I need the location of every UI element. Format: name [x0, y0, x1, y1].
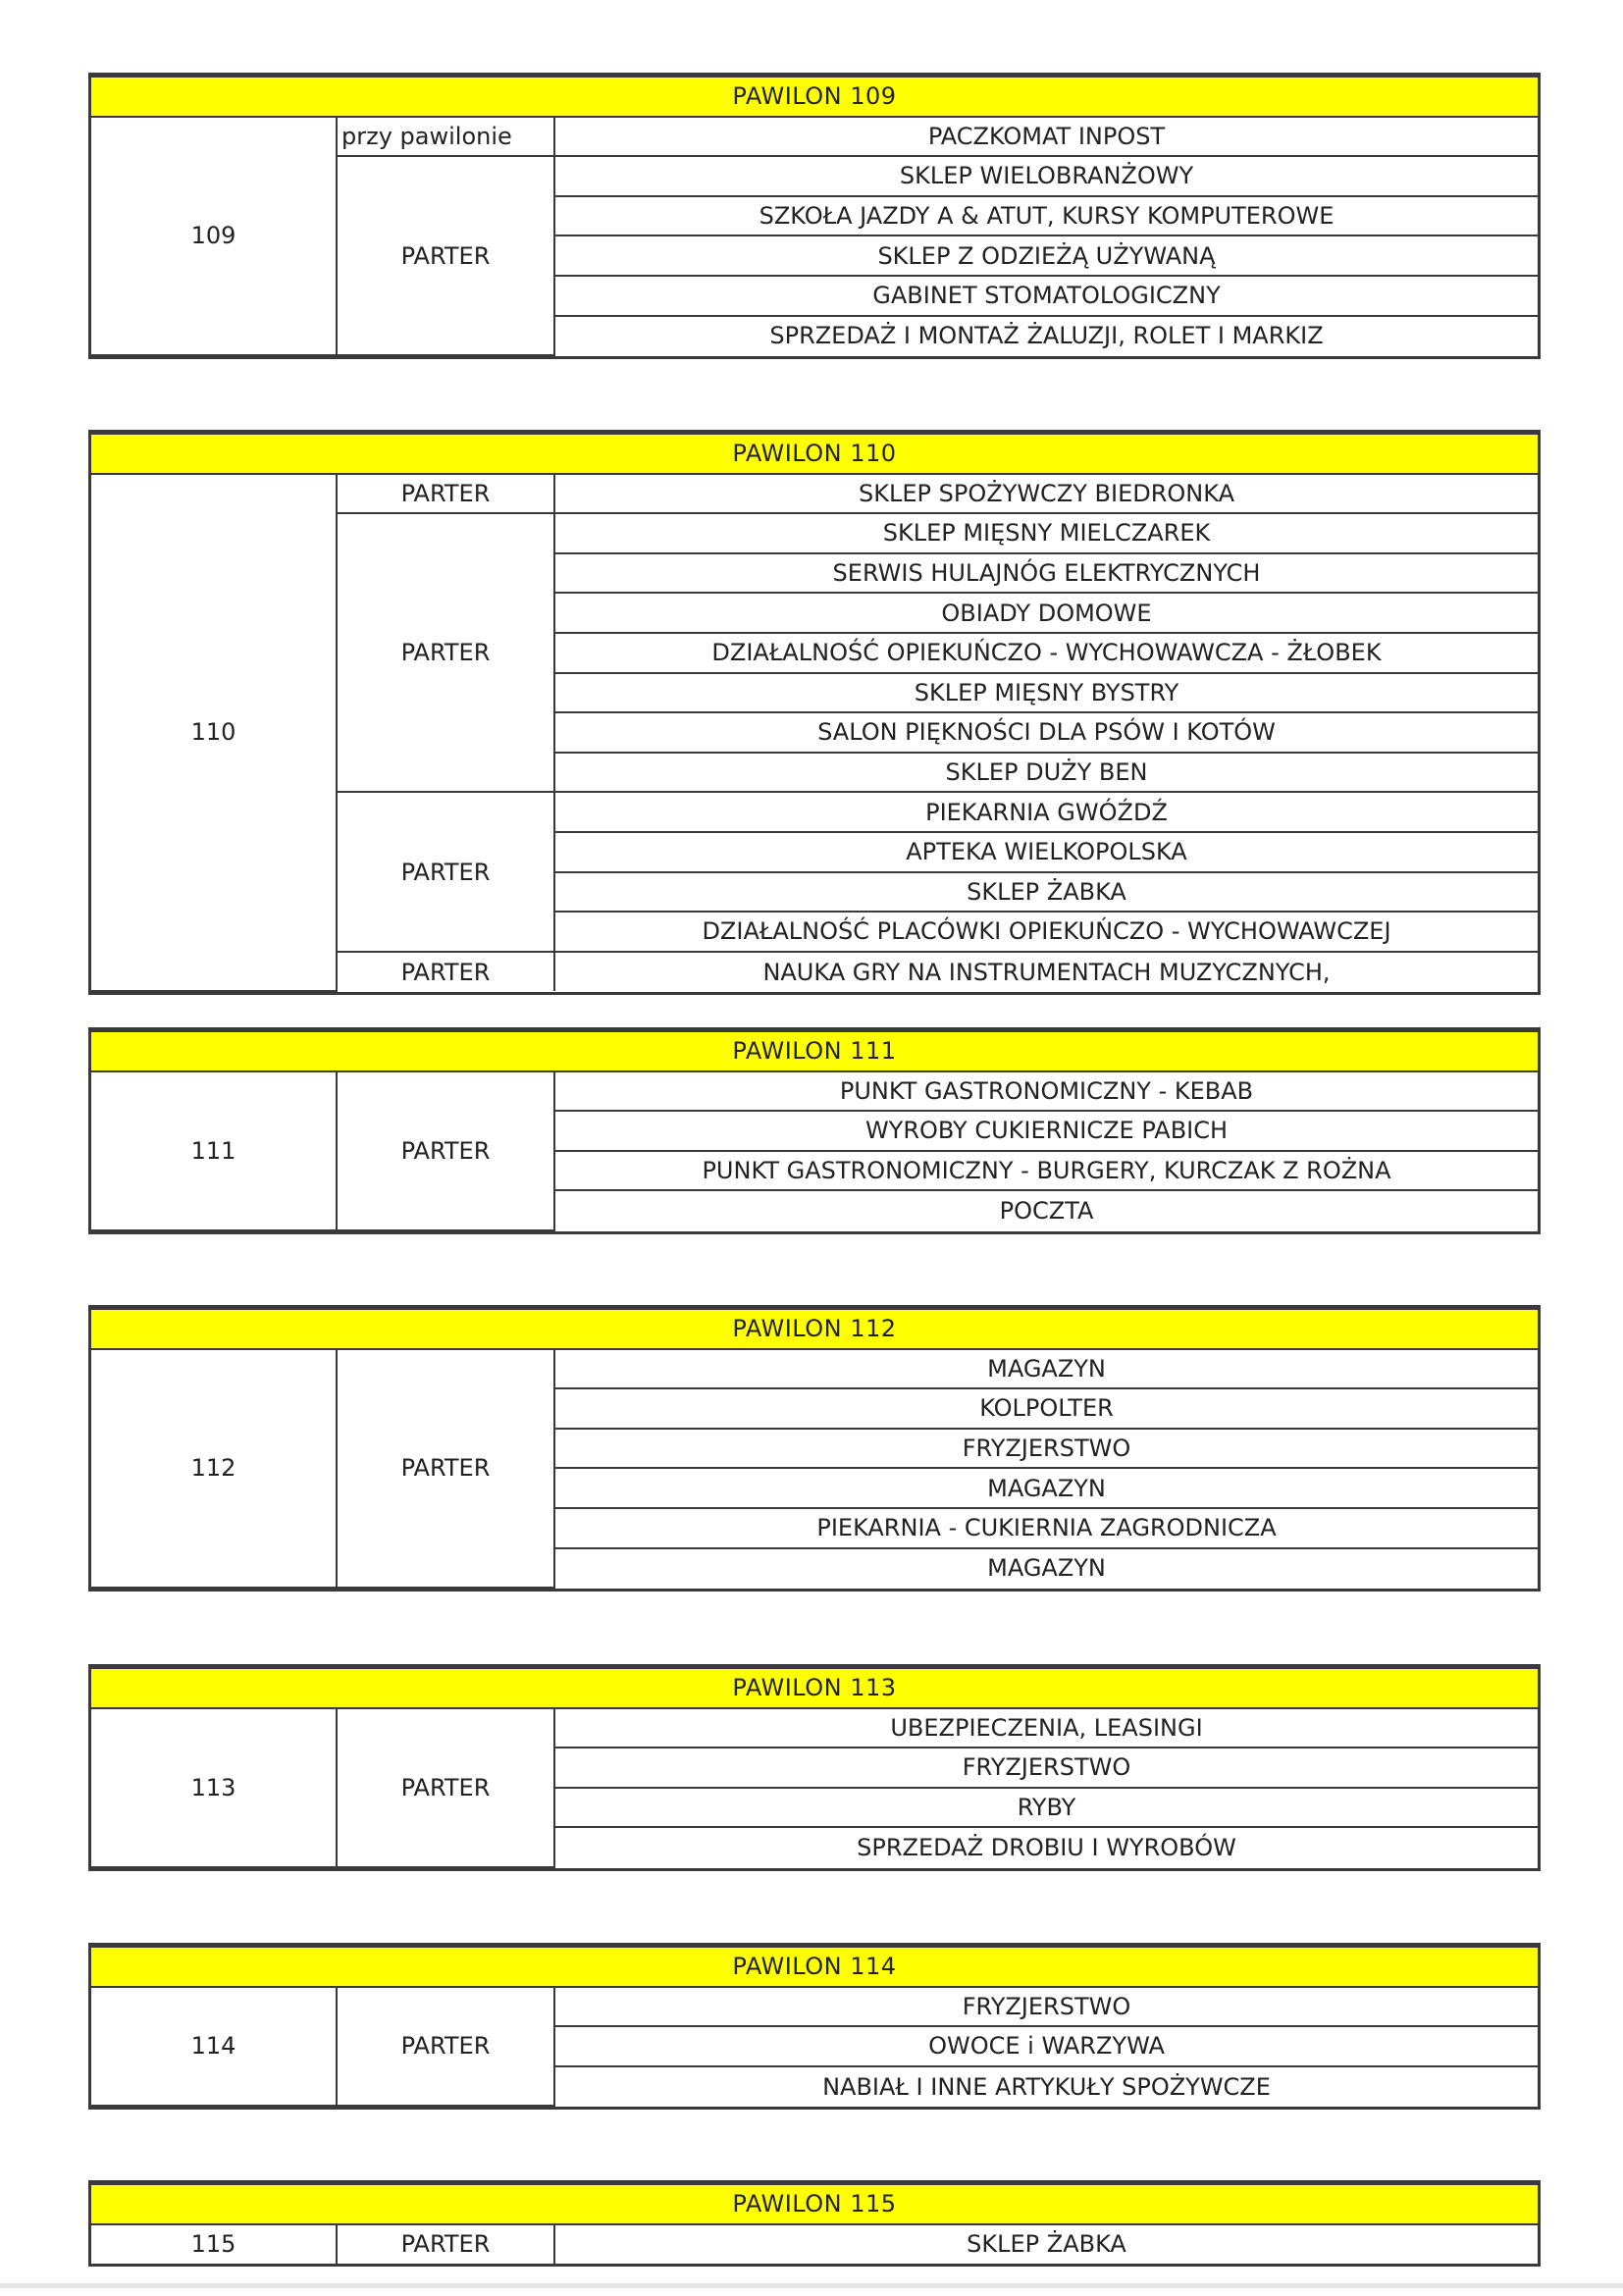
tenant-name: KOLPOLTER — [554, 1388, 1538, 1429]
pavilion-header: PAWILON 111 — [91, 1031, 1538, 1071]
pavilion-table-110 — [88, 430, 1541, 995]
pavilion-header: PAWILON 115 — [91, 2184, 1538, 2224]
pavilion-header: PAWILON 114 — [91, 1947, 1538, 1987]
location-cell: PARTER — [337, 156, 554, 355]
tenant-name: SKLEP WIELOBRANŻOWY — [554, 156, 1538, 196]
tenant-name: GABINET STOMATOLOGICZNY — [554, 276, 1538, 316]
pavilion-number: 114 — [91, 1987, 337, 2107]
tenant-name: SZKOŁA JAZDY A & ATUT, KURSY KOMPUTEROWE — [554, 196, 1538, 236]
tenant-name: MAGAZYN — [554, 1548, 1538, 1589]
tenant-name: WYROBY CUKIERNICZE PABICH — [554, 1111, 1538, 1151]
location-cell: przy pawilonie — [337, 117, 554, 157]
tenant-name: UBEZPIECZENIA, LEASINGI — [554, 1708, 1538, 1748]
tenant-name: PIEKARNIA GWÓŹDŹ — [554, 792, 1538, 832]
table-row — [91, 1349, 1538, 1389]
pavilion-number: 115 — [91, 2224, 337, 2265]
pavilion-table-114 — [88, 1943, 1541, 2110]
pavilion-header: PAWILON 112 — [91, 1309, 1538, 1349]
tenant-name: DZIAŁALNOŚĆ OPIEKUŃCZO - WYCHOWAWCZA - ŻŁOBEK — [554, 633, 1538, 673]
location-cell: PARTER — [337, 1349, 554, 1589]
location-cell: PARTER — [337, 1708, 554, 1867]
pavilion-number: 112 — [91, 1349, 337, 1589]
table-row — [91, 2224, 1538, 2265]
pavilion-table-111 — [88, 1027, 1541, 1234]
tenant-name: SKLEP MIĘSNY MIELCZAREK — [554, 513, 1538, 553]
pavilion-table-113 — [88, 1664, 1541, 1871]
pavilion-number: 109 — [91, 117, 337, 356]
tenant-name: SKLEP MIĘSNY BYSTRY — [554, 673, 1538, 713]
location-cell: PARTER — [337, 2224, 554, 2265]
tenant-name: FRYZJERSTWO — [554, 1429, 1538, 1469]
pavilion-table-115 — [88, 2180, 1541, 2267]
table-row — [91, 474, 1538, 514]
tenant-name: SALON PIĘKNOŚCI DLA PSÓW I KOTÓW — [554, 712, 1538, 753]
location-cell: PARTER — [337, 474, 554, 514]
tenant-name: SKLEP Z ODZIEŻĄ UŻYWANĄ — [554, 235, 1538, 276]
table-row — [91, 1071, 1538, 1112]
tenant-name: PUNKT GASTRONOMICZNY - KEBAB — [554, 1071, 1538, 1112]
location-cell: PARTER — [337, 1071, 554, 1230]
tenant-name: SPRZEDAŻ DROBIU I WYROBÓW — [554, 1827, 1538, 1867]
table-row — [91, 1708, 1538, 1748]
tenant-name: SERWIS HULAJNÓG ELEKTRYCZNYCH — [554, 553, 1538, 594]
tenant-name: OWOCE i WARZYWA — [554, 2026, 1538, 2066]
tenant-name: MAGAZYN — [554, 1468, 1538, 1508]
tenant-name: SKLEP DUŻY BEN — [554, 753, 1538, 793]
tenant-name: SKLEP ŻABKA — [554, 2224, 1538, 2265]
tenant-name: PIEKARNIA - CUKIERNIA ZAGRODNICZA — [554, 1508, 1538, 1548]
location-cell: PARTER — [337, 952, 554, 992]
pavilion-header: PAWILON 110 — [91, 434, 1538, 474]
tenant-name: APTEKA WIELKOPOLSKA — [554, 832, 1538, 872]
tenant-name: FRYZJERSTWO — [554, 1748, 1538, 1788]
pavilion-number: 110 — [91, 474, 337, 992]
pavilion-number: 111 — [91, 1071, 337, 1230]
tenant-name: SKLEP ŻABKA — [554, 872, 1538, 913]
table-row — [91, 117, 1538, 157]
location-cell: PARTER — [337, 513, 554, 792]
tenant-name: NAUKA GRY NA INSTRUMENTACH MUZYCZNYCH, — [554, 952, 1538, 992]
tenant-name: NABIAŁ I INNE ARTYKUŁY SPOŻYWCZE — [554, 2066, 1538, 2107]
pavilion-table-112 — [88, 1305, 1541, 1592]
tenant-name: MAGAZYN — [554, 1349, 1538, 1389]
location-cell: PARTER — [337, 1987, 554, 2107]
tenant-name: SKLEP SPOŻYWCZY BIEDRONKA — [554, 474, 1538, 514]
tenant-name: OBIADY DOMOWE — [554, 593, 1538, 633]
pavilion-table-109 — [88, 73, 1541, 359]
scan-edge-divider — [0, 2283, 1623, 2288]
location-cell: PARTER — [337, 792, 554, 951]
pavilion-header: PAWILON 109 — [91, 77, 1538, 117]
pavilion-header: PAWILON 113 — [91, 1668, 1538, 1708]
tenant-name: SPRZEDAŻ I MONTAŻ ŻALUZJI, ROLET I MARKIZ — [554, 316, 1538, 356]
tenant-name: FRYZJERSTWO — [554, 1987, 1538, 2027]
tenant-name: RYBY — [554, 1788, 1538, 1828]
tenant-name: PUNKT GASTRONOMICZNY - BURGERY, KURCZAK Z ROŻNA — [554, 1151, 1538, 1191]
tenant-name: POCZTA — [554, 1190, 1538, 1230]
pavilion-number: 113 — [91, 1708, 337, 1867]
table-row — [91, 1987, 1538, 2027]
tenant-name: DZIAŁALNOŚĆ PLACÓWKI OPIEKUŃCZO - WYCHOWAWCZEJ — [554, 912, 1538, 952]
tenant-name: PACZKOMAT INPOST — [554, 117, 1538, 157]
